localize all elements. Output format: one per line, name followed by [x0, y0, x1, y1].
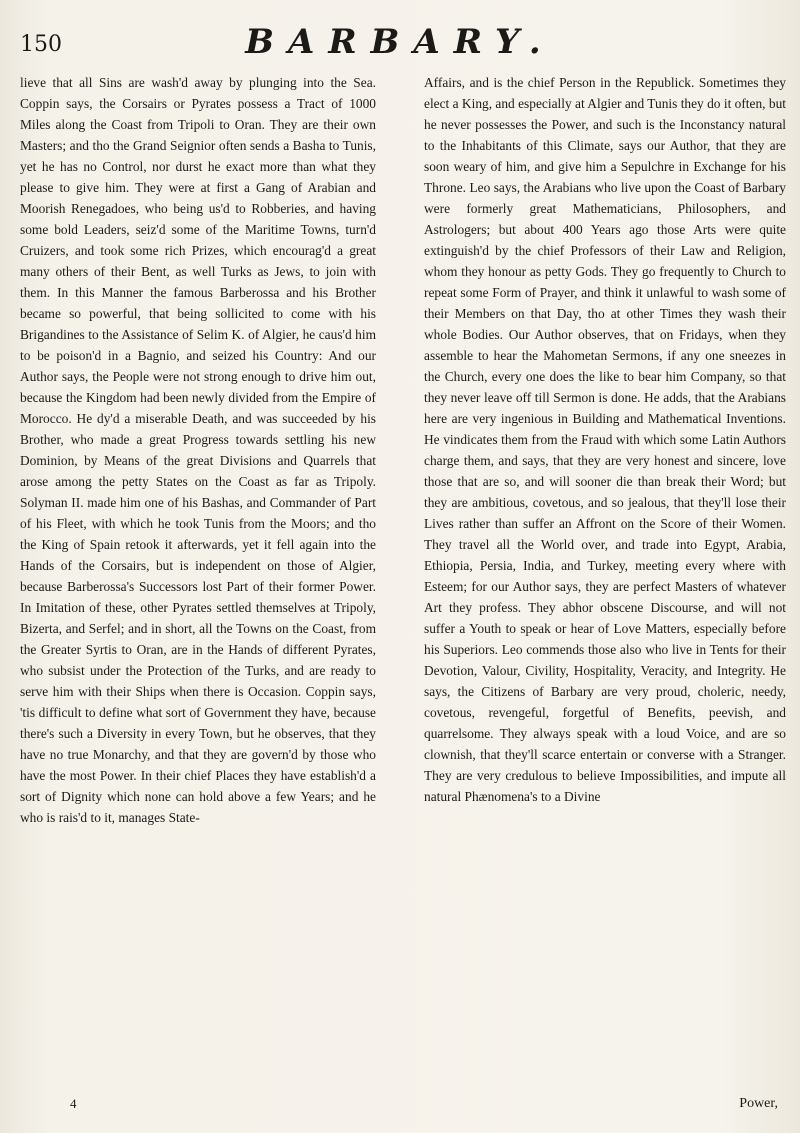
page-header	[20, 22, 780, 62]
running-head: BARBARY.	[245, 22, 555, 62]
left-column	[20, 72, 376, 828]
right-column-text: Affairs, and is the chief Person in the Republick. Sometimes they elect a King, and especially at Algier and Tunis they do it often, but he never possesses the Power, and such is the Inconstancy natural to the Inhabitants of this Climate, says our Author, that they are soon weary of him, and give him a Sepulchre in Exchange for his Throne. Leo says, the Arabians who live upon the Coast of Barbary were formerly great Mathematicians, Philosophers, and Astrologers; but about 400 Years ago those Arts were quite extinguish'd by the chief Professors of their Law and Religion, whom they honour as petty Gods. They go frequently to Church to repeat some Form of Prayer, and think it unlawful to wash some of their Members on that Day, tho at other Times they wash their whole Bodies. Our Author observes, that on Fridays, when they assemble to hear the Mahometan Sermons, if any one sneezes in the Church, every one does the like to bear him Company, so that they never leave off till Sermon is done. He adds, that the Arabians here are very ingenious in Building and Mathematical Inventions. He vindicates them from the Fraud with which some Latin Authors charge them, and says, that they are very honest and sincere, love those that are so, and will sooner die than break their Word; but they are ambitious, covetous, and so jealous, that they'll lose their Lives rather than suffer an Affront on the Score of their Women. They travel all the World over, and trade into Egypt, Arabia, Ethiopia, Persia, India, and Turkey, meeting every where with Esteem; for our Author says, they are perfect Masters of whatever Art they profess. They abhor obscene Discourse, and will not suffer a Youth to speak or hear of Love Matters, especially before his Superiors. Leo commends those also who live in Tents for their Devotion, Valour, Civility, Hospitality, Veracity, and Integrity. He says, the Citizens of Barbary are very proud, choleric, needy, covetous, revengeful, forgetful of Benefits, peevish, and quarrelsome. They always speak with a loud Voice, and are so clownish, that they'll scarce entertain or converse with a Stranger. They are very credulous to believe Impossibilities, and impute all natural Phænomena's to a Divine	[424, 75, 786, 804]
signature-mark: 4	[70, 1096, 77, 1111]
catchword: Power,	[739, 1096, 778, 1111]
left-column-text: lieve that all Sins are wash'd away by plunging into the Sea. Coppin says, the Corsairs or Pyrates possess a Tract of 1000 Miles along the Coast from Tripoli to Oran. They are their own Masters; and tho the Grand Seignior often sends a Basha to Tunis, yet he has no Control, nor durst he exact more than what they please to give him. They were at first a Gang of Arabian and Moorish Renegadoes, who being us'd to Robberies, and having some bold Leaders, seiz'd some of the Maritime Towns, turn'd Cruizers, and took some rich Prizes, which encourag'd a great many others of their Bent, as well Turks as Jews, to join with them. In this Manner the famous Barberossa and his Brother became so powerful, that being sollicited to come with his Brigandines to the Assistance of Selim K. of Algier, he caus'd him to be poison'd in a Bagnio, and seized his Country: And our Author says, the People were not strong enough to drive him out, because the Kingdom had been newly divided from the Empire of Morocco. He dy'd a miserable Death, and was succeeded by his Brother, who made a great Progress towards settling his new Dominion, by Means of the great Divisions and Quarrels that arose among the petty States on the Coast as far as Tripoly. Solyman II. made him one of his Bashas, and Commander of Part of his Fleet, with which he took Tunis from the Moors; and tho the King of Spain retook it afterwards, yet it fell again into the Hands of the Corsairs, but is independent on those of Algier, because Barberossa's Successors lost Part of their former Power. In Imitation of these, other Pyrates settled themselves at Tripoly, Bizerta, and Serfel; and in short, all the Towns on the Coast, from the Greater Syrtis to Oran, are in the Hands of different Pyrates, who subsist under the Protection of the Turks, and are ready to serve him with their Ships when there is Occasion. Coppin says, 'tis difficult to define what sort of Government they have, because there's such a Diversity in every Town, but he observes, that they have no true Monarchy, and that they are govern'd by those who have the most Power. In their chief Places they have establish'd a sort of Dignity which none can hold above a few Years; and he who is rais'd to it, manages State-	[20, 75, 376, 825]
page-number: 150	[20, 32, 62, 57]
right-column	[424, 72, 786, 807]
